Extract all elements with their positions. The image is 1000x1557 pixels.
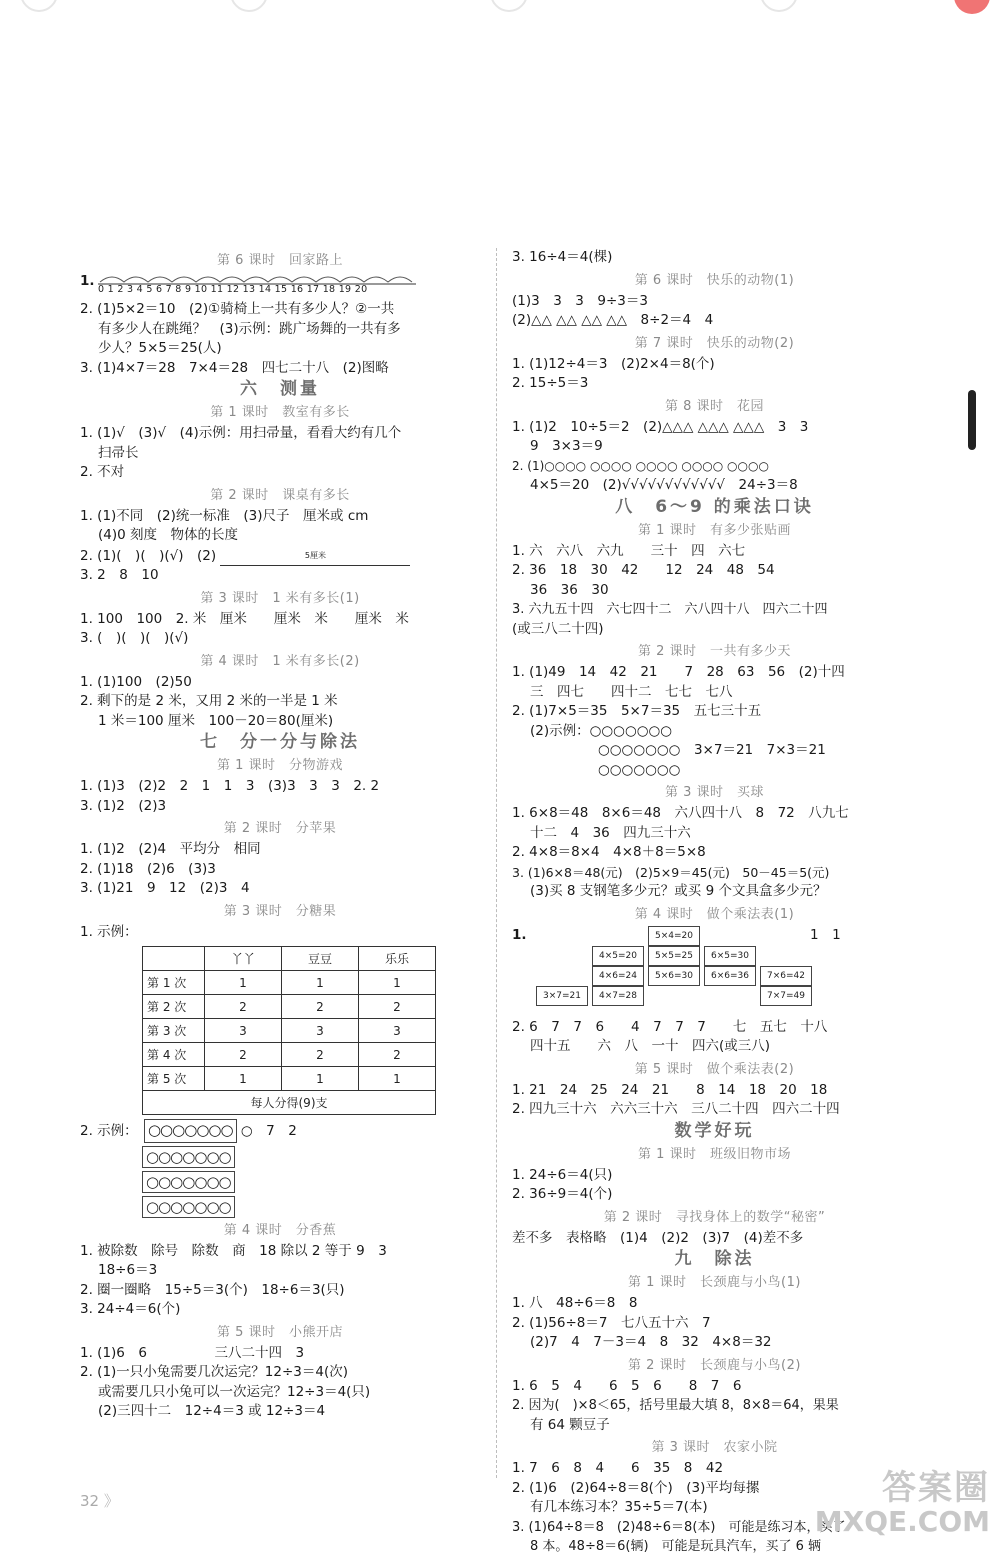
left-column	[80, 248, 480, 1422]
table-cell: 第 5 次	[143, 1067, 205, 1091]
answer-line: 有多少人在跳绳？ (3)示例：跳广场舞的一共有多	[98, 320, 401, 337]
circle-group: ○○○○○○○	[144, 1119, 237, 1143]
answer-line: 18÷6＝3	[98, 1262, 158, 1278]
table-cell: 6×5=30	[704, 946, 756, 966]
answer-line: 1. (1)不同 (2)统一标准 (3)尺子 厘米或 cm	[80, 507, 369, 524]
circle-group: ○○○○○○○	[142, 1171, 235, 1193]
lesson-title: 第 3 课时 分糖果	[223, 903, 337, 919]
answer-line: (2)三四十二 12÷4＝3 或 12÷3＝4	[98, 1403, 326, 1419]
table-cell: 1	[205, 1067, 282, 1091]
question-number: 1.	[512, 926, 527, 943]
lesson-title: 第 3 课时 农家小院	[651, 1440, 778, 1455]
answer-line: 1. (1)2 (2)4 平均分 相同	[80, 841, 261, 857]
answer-line: 2. 15÷5＝3	[512, 375, 589, 391]
lesson-title: 第 4 课时 做个乘法表(1)	[634, 906, 795, 922]
answer-line: 十二 4 36 四九三十六	[530, 824, 691, 841]
table-cell: 2	[359, 995, 436, 1019]
table-cell	[143, 947, 205, 971]
unit-title: 九 除法	[674, 1249, 755, 1269]
answer-line: 或需要几只小兔可以一次运完？12÷3＝4(只)	[98, 1383, 371, 1400]
answer-line: (1)3 3 3 9÷3＝3	[512, 292, 648, 309]
scan-mark	[968, 390, 976, 450]
answer-line: 1. (1)2 10÷5＝2 (2)△△△ △△△ △△△ 3 3	[512, 418, 809, 435]
answer-line	[80, 1119, 480, 1143]
answer-line: 1. (1)6 6 三八二十四 3	[80, 1344, 305, 1361]
answer-line: 3. ( )( )( )(√)	[80, 630, 189, 646]
answer-text: 2. (1)( )( )(√) (2)	[80, 547, 217, 564]
table-row	[143, 995, 436, 1019]
lesson-title: 第 7 课时 快乐的动物(2)	[634, 335, 795, 351]
circle-group: ○○○○○○○	[142, 1146, 235, 1168]
table-cell: 第 4 次	[143, 1043, 205, 1067]
lesson-title: 第 5 课时 小熊开店	[216, 1324, 344, 1340]
answer-line: 9 3×3＝9	[530, 438, 603, 454]
table-cell: 3×7=21	[536, 986, 588, 1006]
table-cell: 4×6=24	[592, 966, 644, 986]
table-cell: 7×6=42	[760, 966, 812, 986]
answer-line: 三 四七 四十二 七七 七八	[530, 683, 733, 700]
answer-line: 有几本练习本？35÷5＝7(本)	[530, 1499, 708, 1515]
answer-line: 2. (1)7×5＝35 5×7＝35 五七三十五	[512, 703, 762, 719]
answer-line	[80, 546, 480, 567]
table-cell: 乐乐	[359, 947, 436, 971]
table-cell: 6×6=36	[704, 966, 756, 986]
answer-line: 3. 24÷4＝6(个)	[80, 1301, 181, 1317]
answer-line: 2. 4×8＝8×4 4×8＋8＝5×8	[512, 844, 706, 860]
table-cell: 2	[282, 1043, 359, 1067]
table-cell: 第 2 次	[143, 995, 205, 1019]
answer-line: 4×5＝20 (2)√√√√√√√√√√√√ 24÷3＝8	[530, 477, 798, 493]
table-cell: 4×7=28	[592, 986, 644, 1006]
answer-line: 1. 100 100 2. 米 厘米 厘米 米 厘米 米	[80, 610, 409, 627]
page-number: 32 》	[80, 1492, 119, 1510]
unit-title: 七 分一分与除法	[200, 732, 360, 752]
answer-line: 8 本。48÷8＝6(辆) 可能是玩具汽车，买了 6 辆	[530, 1539, 822, 1554]
unit-title: 数学好玩	[674, 1120, 755, 1141]
answer-line: 1. 24÷6＝4(只)	[512, 1166, 613, 1183]
answer-line: 3. 2 8 10	[80, 567, 159, 583]
answer-line: 1. 6×8＝48 8×6＝48 六八四十八 8 72 八九七	[512, 805, 849, 821]
table-cell: 3	[282, 1019, 359, 1043]
answer-line: (2)示例：○○○○○○○	[530, 722, 673, 739]
unit-title: 六 测量	[240, 379, 320, 399]
lesson-title: 第 5 课时 做个乘法表(2)	[634, 1061, 795, 1077]
answer-line: 1. 六 六八 六九 三十 四 六七	[512, 542, 746, 559]
table-cell: 2	[205, 1043, 282, 1067]
answer-line: 3. (1)6×8＝48(元) (2)5×9＝45(元) 50－45＝5(元)	[512, 864, 830, 880]
answer-line: 2. (1)一只小兔需要几次运完？12÷3＝4(次)	[80, 1364, 348, 1380]
answer-line: 1. 6 5 4 6 5 6 8 7 6	[512, 1377, 742, 1394]
answer-line: 1. 7 6 8 4 6 35 8 42	[512, 1460, 724, 1476]
table-cell: 第 1 次	[143, 971, 205, 995]
multiplication-table	[512, 926, 917, 1018]
answer-line: 1. (1)12÷4＝3 (2)2×4＝8(个)	[512, 355, 715, 372]
table-cell: 5×5=25	[648, 946, 700, 966]
table-cell: 第 3 次	[143, 1019, 205, 1043]
answer-line: 3. 16÷4＝4(棵)	[512, 249, 613, 265]
lesson-title: 第 2 课时 寻找身体上的数学“秘密”	[603, 1209, 826, 1225]
answer-line: (4)0 刻度 物体的长度	[98, 527, 239, 543]
answer-line: 2. 不对	[80, 464, 125, 480]
answer-line: 少人？5×5＝25(人)	[98, 340, 222, 356]
lesson-title: 第 1 课时 有多少张贴画	[637, 522, 792, 538]
answer-line: 1. 被除数 除号 除数 商 18 除以 2 等于 9 3	[80, 1242, 387, 1259]
lesson-title: 第 1 课时 班级旧物市场	[637, 1146, 792, 1162]
lesson-title: 第 4 课时 分香蕉	[223, 1222, 337, 1238]
answer-line: 3. 六九五十四 六七四十二 六八四十八 四六二十四	[512, 602, 828, 617]
answer-line: 3. (1)2 (2)3	[80, 797, 167, 814]
answer-line: 2. 36 18 30 42 12 24 48 54	[512, 562, 775, 578]
answer-line: 1. (1)3 (2)2 2 1 1 3 (3)3 3 3 2. 2	[80, 778, 380, 794]
lesson-title: 第 2 课时 分苹果	[223, 821, 337, 836]
answer-line: 1. 21 24 25 24 21 8 14 18 20 18	[512, 1081, 828, 1098]
answer-line: 3. (1)4×7＝28 7×4＝28 四七二十八 (2)图略	[80, 359, 389, 376]
answer-line: 1. 八 48÷6＝8 8	[512, 1295, 638, 1311]
answer-line: 3. (1)21 9 12 (2)3 4	[80, 880, 250, 896]
answer-text: ○ 7 2	[240, 1123, 297, 1139]
table-cell: 1	[205, 971, 282, 995]
answer-line: 36 36 30	[530, 581, 609, 598]
answer-line: 1. (1)49 14 42 21 7 28 63 56 (2)十四	[512, 664, 845, 680]
lesson-title: 第 1 课时 长颈鹿与小鸟(1)	[628, 1275, 801, 1290]
lesson-title: 第 6 课时 快乐的动物(1)	[634, 272, 795, 288]
answer-line: 2. 36÷9＝4(个)	[512, 1186, 613, 1202]
lesson-title: 第 3 课时 买球	[664, 785, 765, 800]
table-row	[143, 1067, 436, 1091]
answer-line: 2. 圈一圈略 15÷5＝3(个) 18÷6＝3(只)	[80, 1281, 345, 1298]
answer-text: 1 1	[810, 926, 841, 943]
lesson-title: 第 4 课时 1 米有多长(2)	[200, 653, 360, 669]
table-header-row	[143, 947, 436, 971]
table-cell: 2	[205, 995, 282, 1019]
answer-line: 2. (1)5×2＝10 (2)①骑椅上一共有多少人？②一共	[80, 301, 395, 317]
decor-circle	[20, 0, 58, 12]
table-cell: 3	[205, 1019, 282, 1043]
answer-text: 2. 示例：	[80, 1123, 138, 1139]
right-column	[512, 248, 917, 1557]
decor-circle	[230, 0, 268, 12]
circle-group: ○○○○○○○	[142, 1196, 235, 1218]
decor-circle	[760, 0, 798, 12]
answer-line: ○○○○○○○	[598, 761, 681, 778]
table-cell: 2	[282, 995, 359, 1019]
question-number: 1.	[80, 273, 95, 289]
unit-title: 八 6～9 的乘法口诀	[615, 496, 814, 517]
candy-table	[142, 946, 436, 1115]
table-cell: 每人分得(9)支	[143, 1091, 436, 1115]
answer-line: 1 米＝100 厘米 100－20＝80(厘米)	[98, 712, 334, 729]
answer-line: 2. 剩下的是 2 米，又用 2 米的一半是 1 米	[80, 693, 338, 709]
table-cell: 1	[282, 1067, 359, 1091]
lesson-title: 第 8 课时 花园	[664, 398, 765, 414]
table-cell: 5×4=20	[648, 926, 700, 946]
lesson-title: 第 3 课时 1 米有多长(1)	[200, 590, 360, 606]
decor-circle	[490, 0, 528, 12]
answer-line: (2)△△ △△ △△ △△ 8÷2＝4 4	[512, 312, 714, 328]
answer-line: 差不多 表格略 (1)4 (2)2 (3)7 (4)差不多	[512, 1229, 804, 1246]
table-cell: 1	[282, 971, 359, 995]
answer-line: ○○○○○○○ 3×7＝21 7×3＝21	[598, 742, 826, 758]
table-footer-row	[143, 1091, 436, 1115]
number-line-ticks: 0 1 2 3 4 5 6 7 8 9 10 11 12 13 14 15 16 17 18 19 20	[98, 284, 368, 295]
answer-line: 2. (1)6 (2)64÷8＝8(个) (3)平均每摞	[512, 1479, 760, 1496]
table-cell: 豆豆	[282, 947, 359, 971]
answer-line: 2. (1)56÷8＝7 七八五十六 7	[512, 1314, 711, 1331]
table-cell: 3	[359, 1019, 436, 1043]
top-decoration	[0, 0, 1000, 12]
answer-line: 2. 四九三十六 六六三十六 三八二十四 四六二十四	[512, 1101, 840, 1117]
answer-line: 有 64 颗豆子	[530, 1416, 610, 1433]
watermark-url: MXQE.COM	[814, 1505, 990, 1538]
table-cell: 7×7=49	[760, 986, 812, 1006]
table-cell: 1	[359, 971, 436, 995]
answer-line: 2. (1)18 (2)6 (3)3	[80, 860, 216, 877]
answer-line: 四十五 六 八 一十 四六(或三八)	[530, 1038, 771, 1054]
watermark-logo: 答案圈	[882, 1468, 990, 1508]
answer-line: (3)买 8 支钢笔多少元？或买 9 个文具盒多少元？	[530, 883, 827, 899]
answer-line: 1. 示例：	[80, 923, 138, 940]
lesson-title: 第 1 课时 分物游戏	[216, 758, 344, 773]
answer-line: 1. (1)√ (3)√ (4)示例：用扫帚量，看看大约有几个	[80, 425, 402, 441]
table-cell: 2	[359, 1043, 436, 1067]
lesson-title: 第 2 课时 一共有多少天	[637, 644, 792, 659]
lesson-title: 第 6 课时 回家路上	[216, 253, 344, 268]
ruler-line: 5厘米	[220, 546, 410, 567]
answer-line: 扫帚长	[98, 444, 139, 461]
answer-line: 3. (1)64÷8＝8 (2)48÷6＝8(本) 可能是练习本，买了	[512, 1519, 846, 1535]
column-divider	[496, 248, 497, 1478]
answer-line: 2. 6 7 7 6 4 7 7 7 七 五七 十八	[512, 1018, 828, 1035]
number-line-answer	[80, 272, 480, 300]
answer-line: 1. (1)100 (2)50	[80, 673, 192, 690]
answer-line: 2. (1)○○○○ ○○○○ ○○○○ ○○○○ ○○○○	[512, 458, 769, 473]
table-cell: 4×5=20	[592, 946, 644, 966]
lesson-title: 第 2 课时 长颈鹿与小鸟(2)	[628, 1357, 801, 1373]
answer-line: (2)7 4 7－3＝4 8 32 4×8＝32	[530, 1334, 772, 1350]
lesson-title: 第 1 课时 教室有多长	[210, 405, 350, 420]
table-row	[143, 1043, 436, 1067]
table-cell: 5×6=30	[648, 966, 700, 986]
lesson-title: 第 2 课时 课桌有多长	[210, 487, 350, 503]
answer-line: (或三八二十四)	[512, 620, 604, 637]
table-row	[143, 1019, 436, 1043]
table-cell: 丫丫	[205, 947, 282, 971]
decor-red-circle	[954, 0, 990, 14]
table-row	[143, 971, 436, 995]
table-cell: 1	[359, 1067, 436, 1091]
answer-line: 2. 因为( )×8＜65，括号里最大填 8，8×8＝64，果果	[512, 1398, 839, 1413]
